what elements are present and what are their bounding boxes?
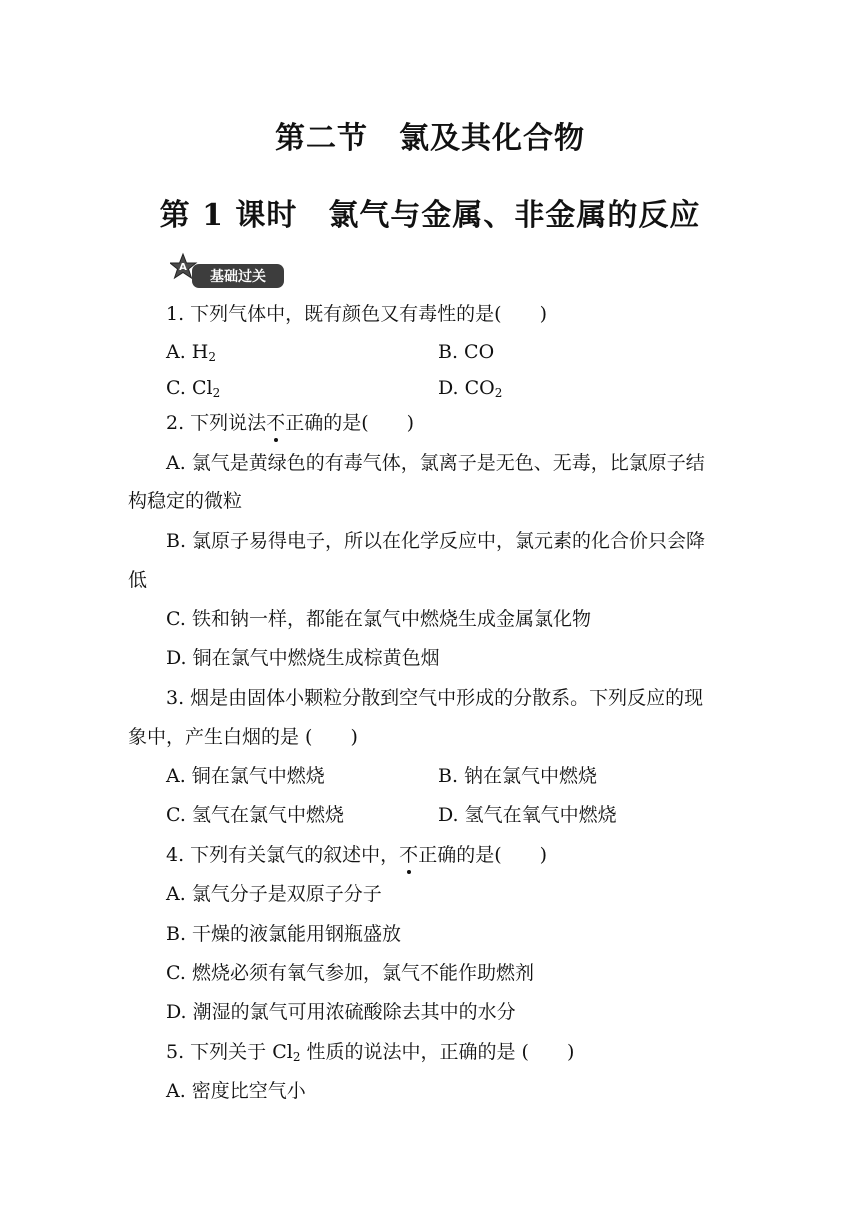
q2-stem (166, 410, 736, 436)
q1-option-c-sub: 2 (212, 386, 221, 400)
q2-option-b-line1: B. 氯原子易得电子，所以在化学反应中，氯元素的化合价只会降 (166, 530, 706, 552)
q4-emphasis-not: 不 (399, 844, 419, 866)
q2-option-a-line2: 构稳定的微粒 (128, 490, 243, 512)
q4-stem (166, 842, 736, 868)
q5-option-a: A. 密度比空气小 (166, 1080, 306, 1102)
q1-option-a-text: A. H (166, 341, 209, 363)
q5-stem-sub: 2 (292, 1050, 301, 1064)
q2-stem-post: 正确的是( ) (285, 412, 415, 434)
q1-option-c-text: C. Cl (166, 377, 213, 399)
q5-stem-post: 性质的说法中，正确的是 ( ) (300, 1041, 575, 1063)
q2-option-d: D. 铜在氯气中燃烧生成棕黄色烟 (166, 647, 440, 669)
q5-stem (166, 1039, 736, 1070)
q1-option-d-text: D. CO (438, 377, 495, 399)
q2-emphasis-not: 不 (266, 412, 286, 434)
q3-option-a: A. 铜在氯气中燃烧 (166, 765, 325, 787)
q1-option-d (438, 375, 860, 406)
lesson-title-suffix: 课时 氯气与金属、非金属的反应 (223, 198, 701, 233)
q2-option-b-line2: 低 (128, 569, 148, 591)
badge-label: 基础过关 (210, 269, 266, 285)
q3-stem-line1: 3. 烟是由固体小颗粒分散到空气中形成的分散系。下列反应的现 (166, 687, 704, 709)
q1-option-a-sub: 2 (208, 350, 217, 364)
q5-stem-pre: 5. 下列关于 Cl (166, 1041, 293, 1063)
q2-option-c: C. 铁和钠一样，都能在氯气中燃烧生成金属氯化物 (166, 608, 591, 630)
lesson-number: 1 (202, 198, 224, 233)
q1-option-d-sub: 2 (494, 386, 503, 400)
q2-stem-pre: 2. 下列说法 (166, 412, 267, 434)
q4-option-c: C. 燃烧必须有氧气参加，氯气不能作助燃剂 (166, 962, 534, 984)
badge-letter: A (179, 262, 187, 273)
q4-option-a: A. 氯气分子是双原子分子 (166, 883, 382, 905)
q2-option-a-line1: A. 氯气是黄绿色的有毒气体，氯离子是无色、无毒，比氯原子结 (166, 452, 705, 474)
q1-option-b: B. CO (438, 341, 495, 363)
q4-stem-post: 正确的是( ) (418, 844, 548, 866)
q4-option-d: D. 潮湿的氯气可用浓硫酸除去其中的水分 (166, 1001, 516, 1023)
q4-option-b: B. 干燥的液氯能用钢瓶盛放 (166, 923, 402, 945)
lesson-title (0, 190, 860, 234)
q1-stem: 1. 下列气体中，既有颜色又有毒性的是( ) (166, 303, 547, 325)
q3-option-d: D. 氢气在氧气中燃烧 (438, 804, 617, 826)
section-title: 第二节 氯及其化合物 (275, 121, 585, 156)
lesson-title-prefix: 第 (159, 198, 203, 233)
q3-option-c: C. 氢气在氯气中燃烧 (166, 804, 344, 826)
q3-stem-line2: 象中，产生白烟的是 ( ) (128, 726, 358, 748)
q3-option-b: B. 钠在氯气中燃烧 (438, 765, 598, 787)
basic-level-badge (170, 252, 288, 292)
q4-stem-pre: 4. 下列有关氯气的叙述中， (166, 844, 400, 866)
